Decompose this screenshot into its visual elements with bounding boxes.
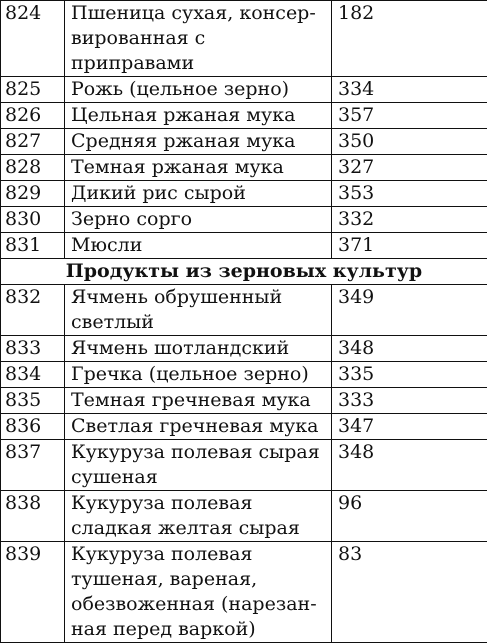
- product-name: Зерно сорго: [65, 207, 332, 233]
- table-row: [1, 77, 487, 103]
- calorie-value: 332: [332, 207, 487, 233]
- table-row: [1, 285, 487, 336]
- calorie-value: 348: [332, 440, 487, 491]
- row-number: 824: [1, 1, 65, 77]
- row-number: 828: [1, 155, 65, 181]
- product-name: Дикий рис сырой: [65, 181, 332, 207]
- product-name: Темная гречневая мука: [65, 388, 332, 414]
- calorie-value: 334: [332, 77, 487, 103]
- row-number: 830: [1, 207, 65, 233]
- table-row: [1, 414, 487, 440]
- product-name: Гречка (цельное зерно): [65, 362, 332, 388]
- calorie-value: 371: [332, 233, 487, 259]
- table-row: [1, 440, 487, 491]
- table-row: [1, 103, 487, 129]
- row-number: 838: [1, 491, 65, 542]
- row-number: 832: [1, 285, 65, 336]
- product-name: Кукуруза полевая сырая сушеная: [65, 440, 332, 491]
- product-name: Средняя ржаная мука: [65, 129, 332, 155]
- table-row: [1, 155, 487, 181]
- product-name: Мюсли: [65, 233, 332, 259]
- product-name: Темная ржаная мука: [65, 155, 332, 181]
- row-number: 837: [1, 440, 65, 491]
- calorie-value: 347: [332, 414, 487, 440]
- product-name: Кукуруза полевая сладкая желтая сырая: [65, 491, 332, 542]
- row-number: 829: [1, 181, 65, 207]
- row-number: 825: [1, 77, 65, 103]
- calorie-value: 96: [332, 491, 487, 542]
- product-name: Ячмень шотландский: [65, 336, 332, 362]
- table-row: [1, 1, 487, 77]
- table-row: [1, 233, 487, 259]
- table-row: [1, 336, 487, 362]
- row-number: 831: [1, 233, 65, 259]
- calorie-value: 353: [332, 181, 487, 207]
- table-row: [1, 362, 487, 388]
- calorie-value: 349: [332, 285, 487, 336]
- row-number: 827: [1, 129, 65, 155]
- calorie-value: 335: [332, 362, 487, 388]
- product-name: Цельная ржаная мука: [65, 103, 332, 129]
- row-number: 839: [1, 542, 65, 643]
- calorie-value: 327: [332, 155, 487, 181]
- section-header: Продукты из зерновых культур: [1, 259, 487, 285]
- calorie-value: 182: [332, 1, 487, 77]
- product-name: Рожь (цельное зерно): [65, 77, 332, 103]
- calorie-value: 348: [332, 336, 487, 362]
- product-name: Ячмень обрушенный светлый: [65, 285, 332, 336]
- calorie-value: 333: [332, 388, 487, 414]
- table-row: [1, 542, 487, 643]
- row-number: 834: [1, 362, 65, 388]
- table-row: [1, 388, 487, 414]
- table-row: [1, 129, 487, 155]
- calorie-value: 350: [332, 129, 487, 155]
- table-row: [1, 491, 487, 542]
- table-row: [1, 181, 487, 207]
- section-header-row: [1, 259, 487, 285]
- product-name: Пшеница сухая, консер- вированная с приправами: [65, 1, 332, 77]
- row-number: 833: [1, 336, 65, 362]
- product-name: Светлая гречневая мука: [65, 414, 332, 440]
- row-number: 826: [1, 103, 65, 129]
- calorie-value: 83: [332, 542, 487, 643]
- row-number: 835: [1, 388, 65, 414]
- calorie-value: 357: [332, 103, 487, 129]
- table-row: [1, 207, 487, 233]
- product-name: Кукуруза полевая тушеная, вареная, обезвоженная (нарезан- ная перед варкой): [65, 542, 332, 643]
- row-number: 836: [1, 414, 65, 440]
